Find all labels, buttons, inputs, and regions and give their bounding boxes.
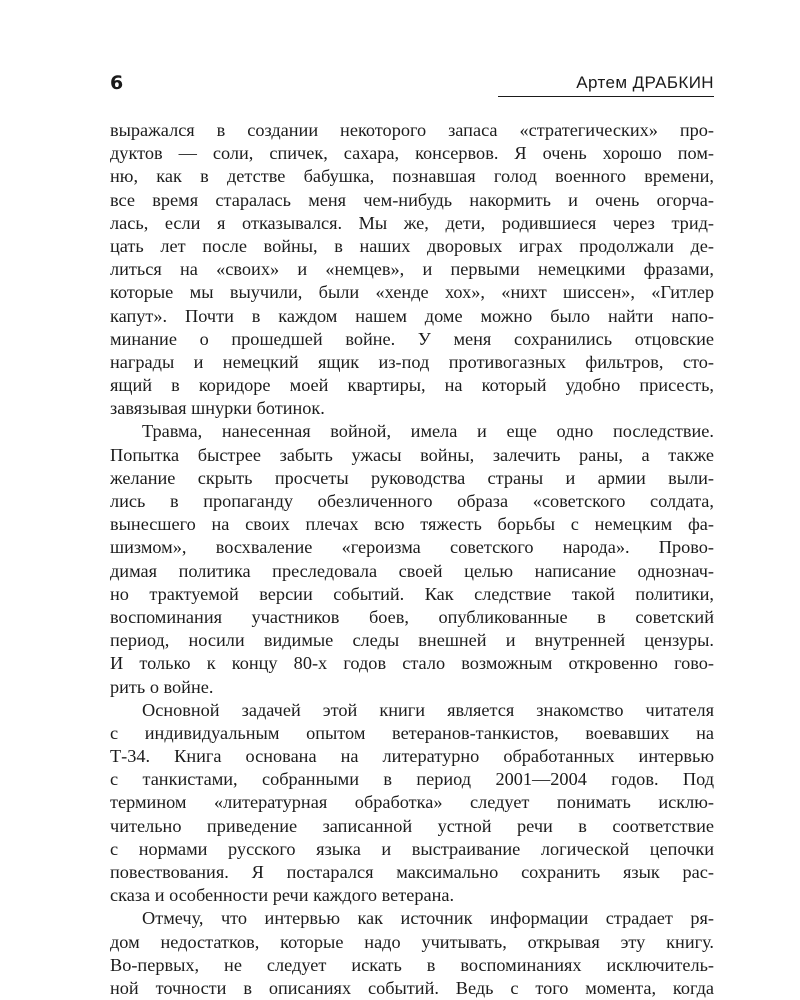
header-rule	[498, 96, 714, 97]
text-line: димая политика преследовала своей целью написание однознач-	[110, 560, 714, 581]
text-line: воспоминания участников боев, опубликованные в советский	[110, 606, 714, 627]
text-line: вынесшего на своих плечах всю тяжесть борьбы с немецким фа-	[110, 514, 714, 535]
text-line: Травма, нанесенная войной, имела и еще одно последствие.	[142, 421, 714, 442]
text-line: И только к концу 80-х годов стало возможным откровенно гово-	[110, 653, 714, 674]
text-line: рить о войне.	[110, 676, 214, 697]
text-line: с танкистами, собранными в период 2001—2004 годов. Под	[110, 769, 714, 790]
text-line: Попытка быстрее забыть ужасы войны, залечить раны, а также	[110, 444, 714, 465]
text-line: дом недостатков, которые надо учитывать, открывая эту книгу.	[110, 931, 714, 952]
running-header	[110, 72, 714, 98]
text-line: Во-первых, не следует искать в воспоминаниях исключитель-	[110, 954, 714, 975]
text-line: Т-34. Книга основана на литературно обработанных интервью	[110, 746, 714, 767]
text-line: завязывая шнурки ботинок.	[110, 398, 325, 419]
text-line: но трактуемой версии событий. Как следствие такой политики,	[110, 583, 714, 604]
text-line: ной точности в описаниях событий. Ведь с того момента, когда	[110, 977, 714, 998]
body-text	[110, 119, 714, 1000]
text-line: ню, как в детстве бабушка, познавшая голод военного времени,	[110, 166, 714, 187]
running-header-title: Артем ДРАБКИН	[576, 73, 714, 92]
text-line: цать лет после войны, в наших дворовых играх продолжали де-	[110, 235, 714, 256]
text-line: лась, если я отказывался. Мы же, дети, родившиеся через трид-	[110, 212, 714, 233]
text-line: чительно приведение записанной устной речи в соответствие	[110, 815, 714, 836]
text-line: награды и немецкий ящик из-под противогазных фильтров, сто-	[110, 351, 714, 372]
text-line: с индивидуальным опытом ветеранов-танкистов, воевавших на	[110, 722, 714, 743]
text-line: ящий в коридоре моей квартиры, на который удобно присесть,	[110, 375, 714, 396]
text-line: желание скрыть просчеты руководства страны и армии выли-	[110, 467, 714, 488]
text-line: с нормами русского языка и выстраивание логической цепочки	[110, 838, 714, 859]
text-line: повествования. Я постарался максимально сохранить язык рас-	[110, 862, 714, 882]
text-line: минание о прошедшей войне. У меня сохранились отцовские	[110, 328, 714, 349]
paragraph	[110, 119, 714, 420]
paragraph	[110, 699, 714, 908]
text-line: сказа и особенности речи каждого ветерана.	[110, 885, 455, 906]
text-line: литься на «своих» и «немцев», и первыми немецкими фразами,	[110, 259, 714, 280]
text-line: дуктов — соли, спичек, сахара, консервов. Я очень хорошо пом-	[110, 143, 714, 164]
text-line: все время старалась меня чем-нибудь накормить и очень огорча-	[110, 189, 714, 210]
page-number: 6	[110, 72, 124, 94]
paragraph	[110, 420, 714, 698]
text-line: шизмом», восхваление «героизма советского народа». Прово-	[110, 537, 714, 558]
text-line: капут». Почти в каждом нашем доме можно было найти напо-	[110, 305, 714, 326]
text-line: выражался в создании некоторого запаса «стратегических» про-	[110, 120, 714, 140]
text-line: период, носили видимые следы внешней и внутренней цензуры.	[110, 630, 714, 651]
text-line: лись в пропаганду обезличенного образа «советского солдата,	[110, 491, 714, 511]
paragraph	[110, 907, 714, 1000]
text-line: Основной задачей этой книги является знакомство читателя	[142, 699, 714, 720]
text-line: которые мы выучили, были «хенде хох», «нихт шиссен», «Гитлер	[110, 282, 714, 303]
text-line: Отмечу, что интервью как источник информации страдает ря-	[142, 908, 714, 929]
text-line: термином «литературная обработка» следует понимать исклю-	[110, 792, 714, 813]
